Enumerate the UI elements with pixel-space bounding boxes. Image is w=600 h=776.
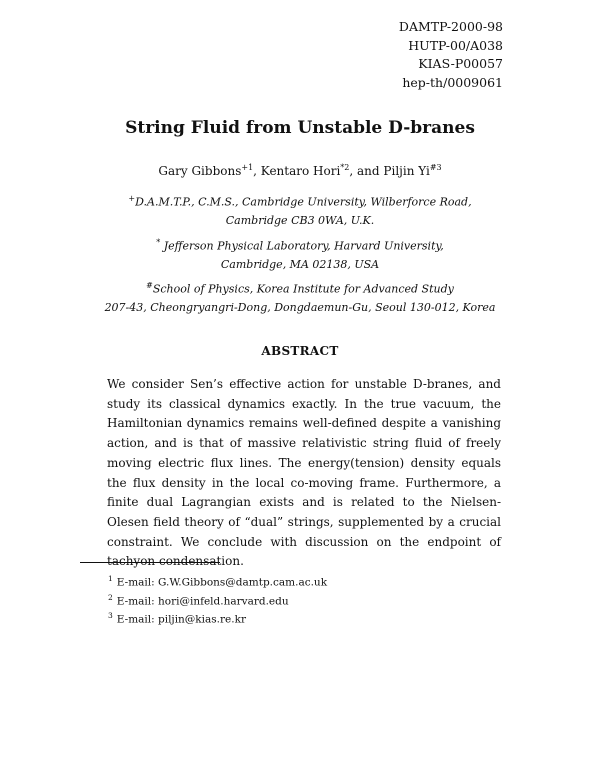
affiliation <box>0 234 600 274</box>
footnote <box>108 574 327 589</box>
affiliation-mark: * <box>156 238 161 247</box>
author-name: Kentaro Hori <box>260 164 341 178</box>
paper-title: String Fluid from Unstable D-branes <box>125 118 475 138</box>
affiliation-line: Jefferson Physical Laboratory, Harvard University, <box>163 239 444 253</box>
author-separator: , and <box>349 164 384 178</box>
abstract-heading: ABSTRACT <box>261 344 339 358</box>
affiliation <box>0 277 600 317</box>
author-mark: +1 <box>241 163 254 172</box>
author-name: Gary Gibbons <box>158 164 242 178</box>
affiliation-mark: # <box>146 281 153 290</box>
footnote-rule <box>80 562 220 563</box>
report-number: HUTP-00/A038 <box>408 37 503 53</box>
affiliation-line: School of Physics, Korea Institute for Advanced Study <box>152 282 454 296</box>
footnote <box>108 611 246 626</box>
abstract-text: We consider Sen’s effective action for unstable D-branes, and study its classical dynamics exactly. In the true vacuum, the Hamiltonian dynamics remains well-defined despite a vanishing action, and is that of massive relativistic string fluid of freely moving electric flux lines. The energy(tension) density equals the flux density in the local co-moving frame. Furthermore, a finite dual Lagrangian exists and is related to the Nielsen-Olesen field theory of “dual” strings, supplemented by a crucial constraint. We conclude with discussion on the endpoint of tachyon condensation. <box>107 377 501 569</box>
footnote-mark: 2 <box>108 593 113 602</box>
affiliation-line: Cambridge CB3 0WA, U.K. <box>225 213 375 227</box>
affiliation-line: Cambridge, MA 02138, USA <box>220 257 380 271</box>
footnote-email: E-mail: hori@infeld.harvard.edu <box>116 595 289 608</box>
footnote-email: E-mail: piljin@kias.re.kr <box>116 613 246 626</box>
affiliation-mark: + <box>128 194 136 203</box>
report-number: DAMTP-2000-98 <box>398 19 503 34</box>
affiliation-line: D.A.M.T.P., C.M.S., Cambridge University, Wilberforce Road, <box>135 195 472 209</box>
footnote-mark: 1 <box>108 574 113 583</box>
footnote-mark: 3 <box>108 611 113 620</box>
report-number: KIAS-P00057 <box>418 56 503 71</box>
author-mark: #3 <box>429 163 442 172</box>
affiliation-line: 207-43, Cheongryangri-Dong, Dongdaemun-Gu, Seoul 130-012, Korea <box>104 300 496 314</box>
author-mark: *2 <box>340 163 350 172</box>
author-separator: , <box>253 164 261 178</box>
affiliation <box>0 190 600 230</box>
footnote <box>108 593 289 608</box>
author-list <box>0 163 600 178</box>
footnote-email: E-mail: G.W.Gibbons@damtp.cam.ac.uk <box>116 576 328 589</box>
author-name: Piljin Yi <box>383 164 430 178</box>
report-number: hep-th/0009061 <box>402 74 503 90</box>
report-numbers <box>399 18 503 92</box>
